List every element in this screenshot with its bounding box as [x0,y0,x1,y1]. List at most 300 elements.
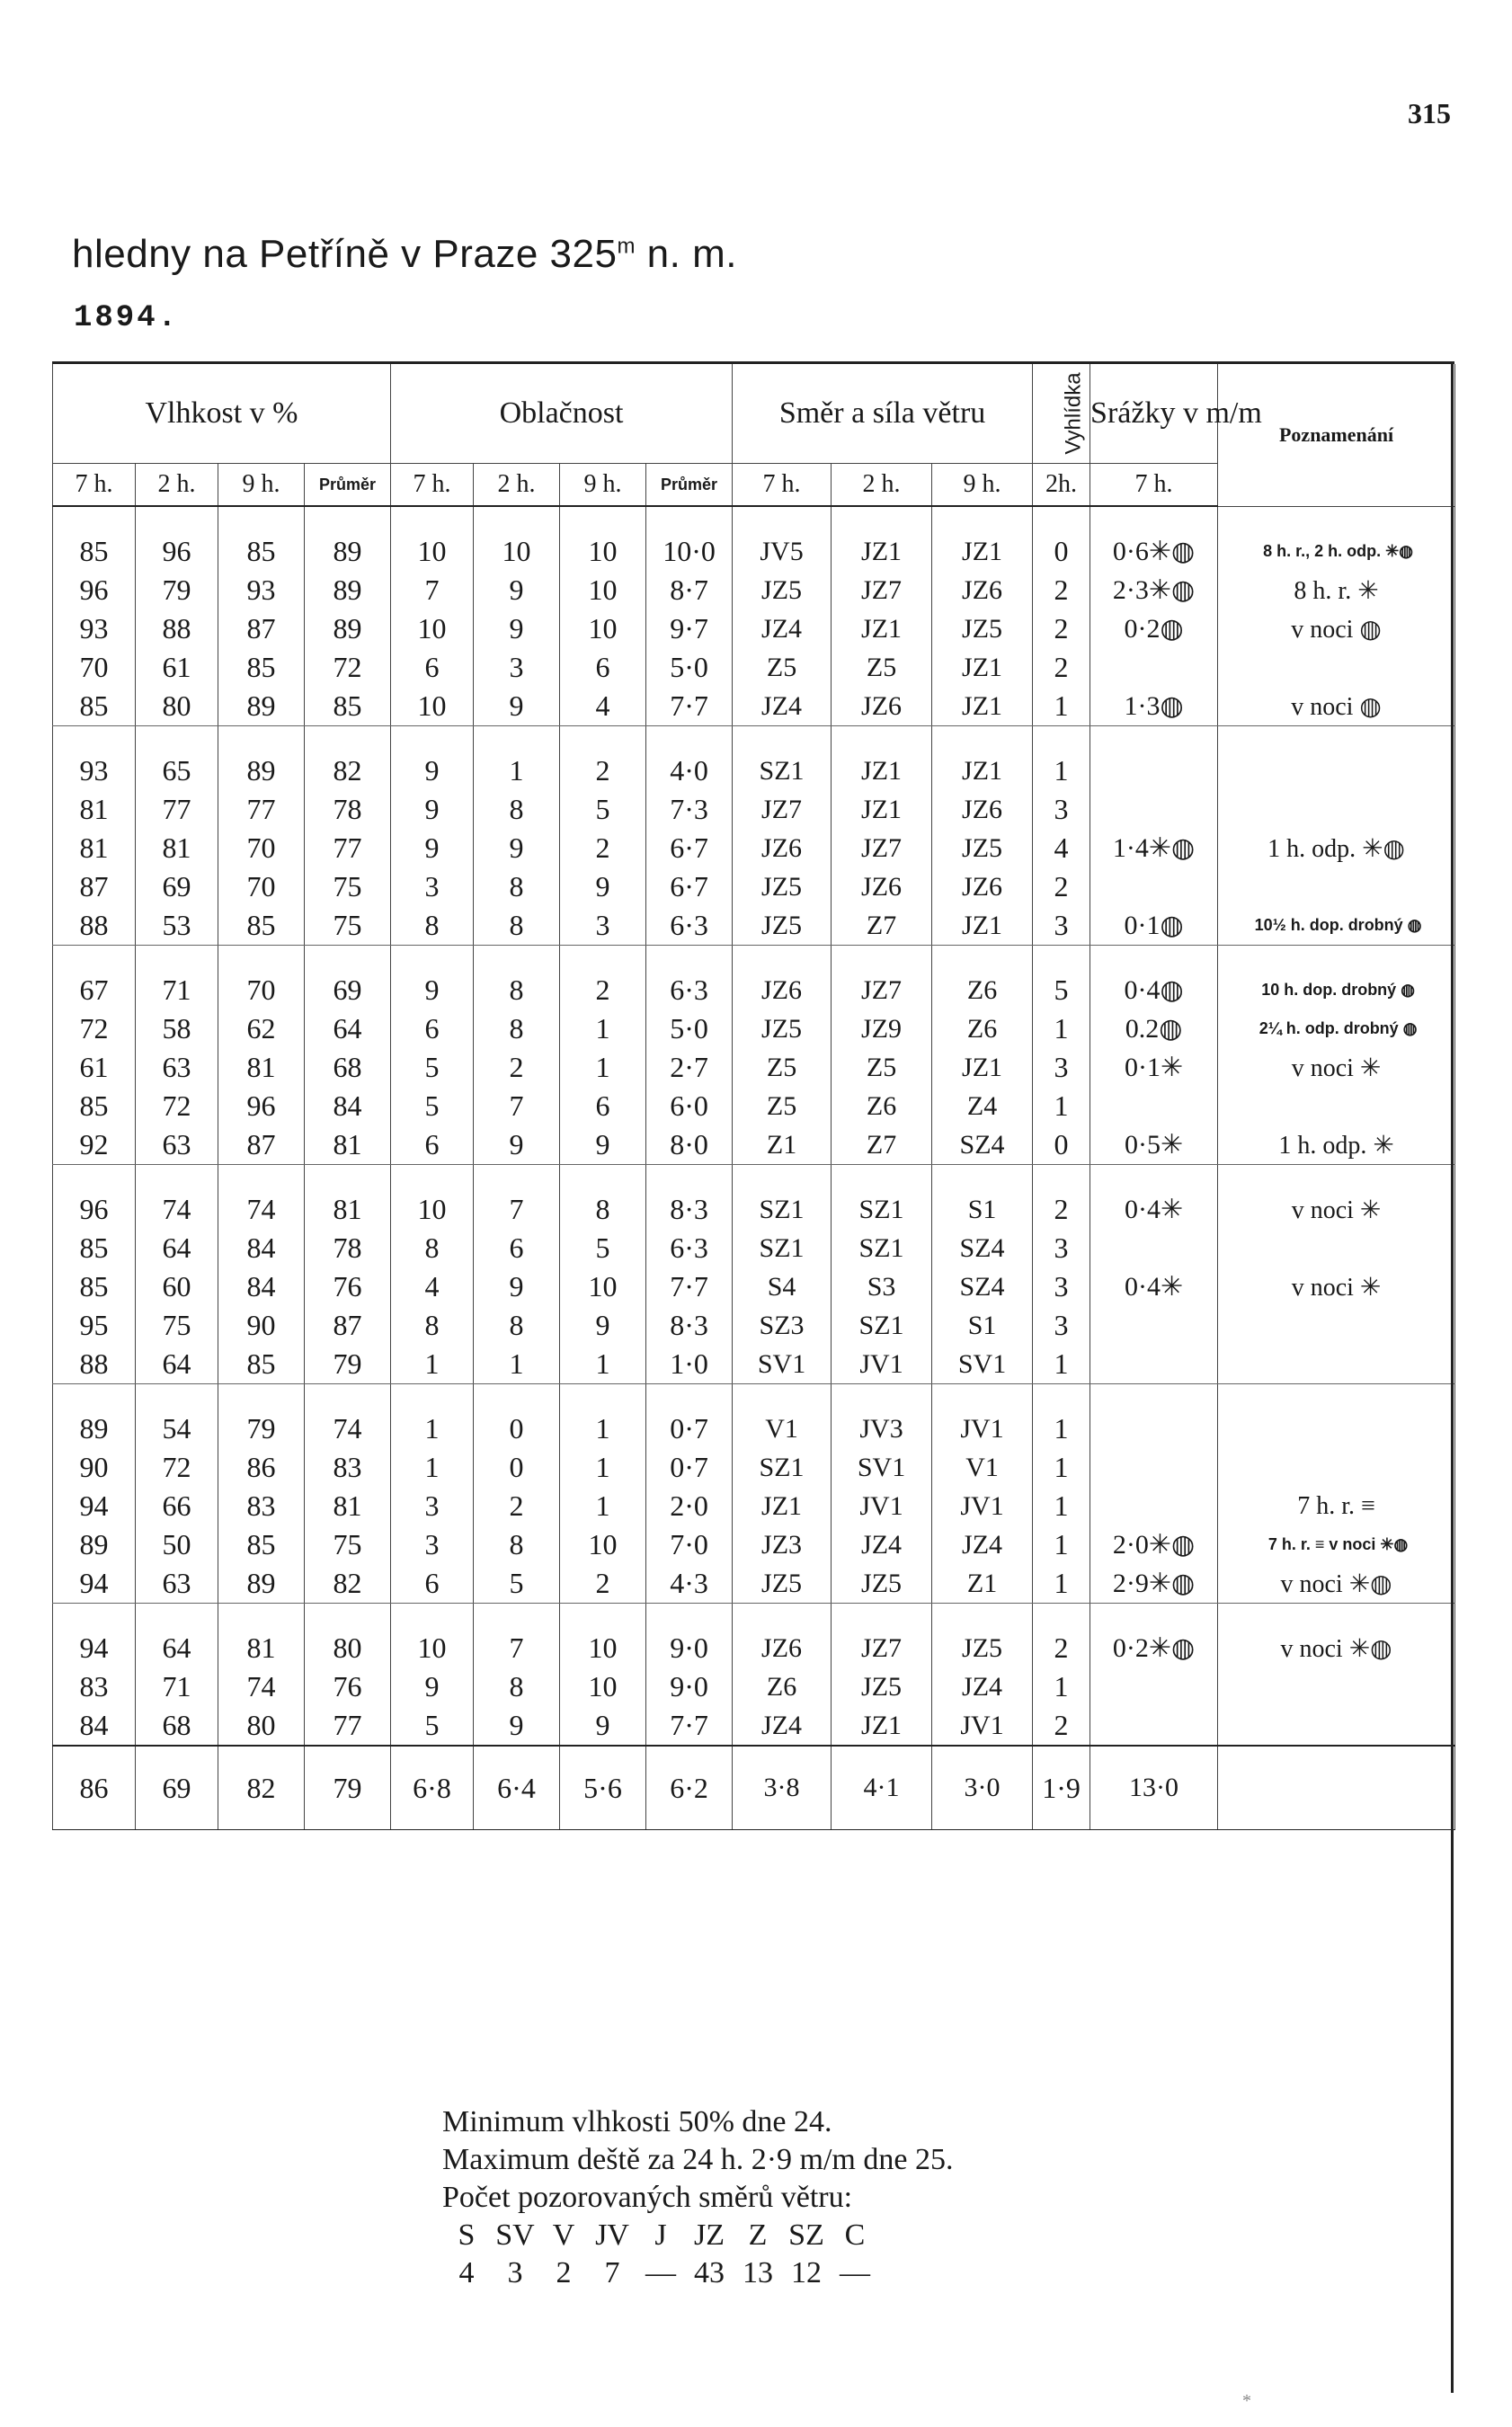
hum-2h-cell: 66 [136,1487,218,1525]
cloud-2h-cell: 7 [474,1087,560,1125]
hum-7h-cell: 85 [53,1087,136,1125]
cloud-avg-cell: 6·3 [646,1229,733,1267]
hum-2h-cell: 63 [136,1564,218,1604]
hum-avg-cell: 82 [305,751,391,790]
spacer-cell [305,726,391,752]
wind-7h-cell: S4 [733,1267,832,1306]
spacer-cell [1033,1165,1090,1191]
table-row [53,1564,1455,1604]
table-row [53,790,1455,829]
subheader-cell: 2 h. [136,464,218,507]
cloud-7h-cell: 10 [391,1190,474,1229]
hum-9h-cell: 84 [218,1267,305,1306]
cloud-2h-cell: 8 [474,906,560,946]
wind-9h-cell: JZ1 [932,687,1033,726]
hum-9h-cell: 79 [218,1409,305,1448]
wind-7h-cell: JZ5 [733,867,832,906]
subheader-cell: 2 h. [474,464,560,507]
wind-7h-cell: JZ7 [733,790,832,829]
spacer-cell [733,946,832,972]
wind-7h-cell: V1 [733,1409,832,1448]
cloud-2h-cell: 1 [474,751,560,790]
precip-cell [1090,790,1218,829]
visibility-cell: 3 [1033,790,1090,829]
cloud-2h-cell: 9 [474,609,560,648]
wind-9h-cell: JZ5 [932,609,1033,648]
hum-7h-cell: 94 [53,1629,136,1667]
hum-2h-cell: 68 [136,1706,218,1746]
table-row [53,687,1455,726]
wind-2h-cell: S3 [832,1267,932,1306]
cloud-7h-cell: 8 [391,906,474,946]
spacer-cell [1090,946,1218,972]
wind-7h-cell: JZ6 [733,971,832,1009]
cloud-2h-cell: 7 [474,1629,560,1667]
cloud-7h-cell: 9 [391,971,474,1009]
subheader-cell: Průměr [305,464,391,507]
table-row [53,1746,1455,1830]
hum-avg-cell: 76 [305,1667,391,1706]
hum-2h-cell: 60 [136,1267,218,1306]
precip-cell: 0·2◍ [1090,609,1218,648]
wind-2h-cell: Z5 [832,648,932,687]
hum-avg-cell: 77 [305,829,391,867]
hum-7h-cell: 94 [53,1564,136,1604]
cloud-9h-cell: 10 [560,1525,646,1564]
hum-avg-cell: 79 [305,1746,391,1830]
table-row [53,1267,1455,1306]
wind-9h-cell: SZ4 [932,1125,1033,1165]
hum-avg-cell: 75 [305,1525,391,1564]
wind-direction-label: C [844,2218,866,2252]
wind-9h-cell: Z1 [932,1564,1033,1604]
hum-avg-cell: 68 [305,1048,391,1087]
wind-9h-cell: JV1 [932,1409,1033,1448]
visibility-cell: 1 [1033,1009,1090,1048]
hum-avg-cell: 77 [305,1706,391,1746]
hum-2h-cell: 50 [136,1525,218,1564]
table-row [53,1409,1455,1448]
wind-2h-cell: SV1 [832,1448,932,1487]
wind-7h-cell: SZ1 [733,1190,832,1229]
wind-count-value: — [645,2256,676,2289]
spacer-cell [218,506,305,532]
wind-count-value: 7 [604,2256,620,2289]
hum-7h-cell: 81 [53,829,136,867]
cloud-2h-cell: 8 [474,1306,560,1345]
hum-avg-cell: 84 [305,1087,391,1125]
precip-cell [1090,1706,1218,1746]
precip-cell: 0·6✳◍ [1090,532,1218,571]
cloud-avg-cell: 7·0 [646,1525,733,1564]
precip-cell: 0·1✳ [1090,1048,1218,1087]
note-cell [1218,1409,1455,1448]
wind-9h-cell: S1 [932,1190,1033,1229]
wind-7h-cell: Z6 [733,1667,832,1706]
wind-2h-cell: Z7 [832,1125,932,1165]
table-row [53,1087,1455,1125]
wind-2h-cell: JZ5 [832,1564,932,1604]
hum-9h-cell: 74 [218,1190,305,1229]
hum-7h-cell: 84 [53,1706,136,1746]
cloud-9h-cell: 2 [560,751,646,790]
spacer-row [53,1165,1455,1191]
visibility-cell: 3 [1033,906,1090,946]
hum-2h-cell: 63 [136,1048,218,1087]
spacer-cell [218,1604,305,1630]
table-row [53,829,1455,867]
spacer-cell [932,946,1033,972]
spacer-cell [1090,1165,1218,1191]
cloud-avg-cell: 8·0 [646,1125,733,1165]
cloud-7h-cell: 3 [391,1525,474,1564]
wind-7h-cell: JZ4 [733,687,832,726]
hum-7h-cell: 93 [53,609,136,648]
spacer-cell [305,946,391,972]
spacer-cell [832,946,932,972]
cloud-7h-cell: 9 [391,751,474,790]
table-row [53,867,1455,906]
cloud-9h-cell: 6 [560,648,646,687]
table-row [53,532,1455,571]
wind-2h-cell: JV1 [832,1345,932,1384]
table-row [53,1190,1455,1229]
max-rain-line: Maximum deště za 24 h. 2·9 m/m dne 25. [442,2143,954,2176]
cloud-2h-cell: 10 [474,532,560,571]
spacer-cell [560,726,646,752]
wind-9h-cell: JZ1 [932,906,1033,946]
precip-cell: 1·4✳◍ [1090,829,1218,867]
subheader-cell: 7 h. [1090,464,1218,507]
wind-9h-cell: JZ6 [932,867,1033,906]
wind-7h-cell: JZ4 [733,609,832,648]
wind-9h-cell: JZ1 [932,751,1033,790]
wind-9h-cell: JZ4 [932,1667,1033,1706]
visibility-header-text: Vyhlídka [1061,372,1086,455]
spacer-cell [53,726,136,752]
subheader-cell: 7 h. [391,464,474,507]
wind-direction-label: SZ [788,2218,824,2252]
hum-2h-cell: 72 [136,1448,218,1487]
precip-cell: 2·3✳◍ [1090,571,1218,609]
spacer-cell [391,1604,474,1630]
wind-7h-cell: 3·8 [733,1746,832,1830]
spacer-cell [218,1165,305,1191]
precip-cell: 0·5✳ [1090,1125,1218,1165]
spacer-cell [646,1165,733,1191]
note-cell [1218,1345,1455,1384]
note-cell: 10 h. dop. drobný ◍ [1218,971,1455,1009]
cloud-9h-cell: 10 [560,609,646,648]
spacer-cell [474,1384,560,1410]
spacer-row [53,726,1455,752]
hum-9h-cell: 81 [218,1048,305,1087]
wind-9h-cell: S1 [932,1306,1033,1345]
table-row [53,1525,1455,1564]
cloud-2h-cell: 6·4 [474,1746,560,1830]
hum-2h-cell: 79 [136,571,218,609]
hum-avg-cell: 81 [305,1190,391,1229]
wind-count-title: Počet pozorovaných směrů větru: [442,2181,853,2214]
table-row [53,1345,1455,1384]
spacer-cell [832,506,932,532]
spacer-cell [305,1165,391,1191]
cloud-9h-cell: 8 [560,1190,646,1229]
cloud-avg-cell: 1·0 [646,1345,733,1384]
precip-cell [1090,1487,1218,1525]
note-cell: 8 h. r. ✳ [1218,571,1455,609]
table-row [53,1487,1455,1525]
cloud-avg-cell: 2·7 [646,1048,733,1087]
note-cell: 1 h. odp. ✳◍ [1218,829,1455,867]
hum-7h-cell: 92 [53,1125,136,1165]
note-cell [1218,790,1455,829]
cloud-9h-cell: 10 [560,532,646,571]
cloud-2h-cell: 8 [474,1525,560,1564]
cloud-9h-cell: 4 [560,687,646,726]
cloud-avg-cell: 9·7 [646,609,733,648]
note-cell: v noci ✳ [1218,1048,1455,1087]
hum-9h-cell: 70 [218,867,305,906]
cloud-avg-cell: 10·0 [646,532,733,571]
hum-2h-cell: 77 [136,790,218,829]
cloud-9h-cell: 5 [560,1229,646,1267]
spacer-cell [560,1165,646,1191]
precip-cell: 0·4✳ [1090,1267,1218,1306]
hum-2h-cell: 69 [136,867,218,906]
spacer-cell [305,1604,391,1630]
spacer-cell [1090,726,1218,752]
wind-9h-cell: JV1 [932,1706,1033,1746]
cloud-9h-cell: 10 [560,571,646,609]
wind-7h-cell: JZ3 [733,1525,832,1564]
wind-7h-cell: JV5 [733,532,832,571]
hum-9h-cell: 85 [218,1345,305,1384]
hum-9h-cell: 89 [218,687,305,726]
hum-9h-cell: 85 [218,648,305,687]
hum-avg-cell: 89 [305,571,391,609]
spacer-cell [1218,726,1455,752]
wind-7h-cell: SZ3 [733,1306,832,1345]
spacer-cell [391,1165,474,1191]
table-row [53,906,1455,946]
spacer-cell [646,506,733,532]
hum-7h-cell: 93 [53,751,136,790]
cloud-2h-cell: 3 [474,648,560,687]
precip-cell [1090,1448,1218,1487]
wind-9h-cell: SZ4 [932,1267,1033,1306]
table-row [53,1048,1455,1087]
precip-cell [1090,1087,1218,1125]
right-border [1451,361,1454,2393]
wind-count-value: 13 [743,2256,773,2289]
spacer-row [53,1604,1455,1630]
wind-direction-label: JV [595,2218,629,2252]
hum-2h-cell: 53 [136,906,218,946]
precip-cell [1090,1306,1218,1345]
hum-9h-cell: 83 [218,1487,305,1525]
hum-2h-cell: 81 [136,829,218,867]
precip-cell: 1·3◍ [1090,687,1218,726]
wind-9h-cell: JZ6 [932,571,1033,609]
spacer-row [53,506,1455,532]
visibility-cell: 3 [1033,1306,1090,1345]
visibility-header [1033,364,1090,464]
title-suffix: n. m. [635,232,737,276]
spacer-cell [733,506,832,532]
hum-avg-cell: 89 [305,532,391,571]
cloud-2h-cell: 8 [474,790,560,829]
cloud-avg-cell: 9·0 [646,1667,733,1706]
hum-7h-cell: 96 [53,1190,136,1229]
year-label: 1894. [74,301,180,335]
hum-2h-cell: 64 [136,1345,218,1384]
hum-avg-cell: 64 [305,1009,391,1048]
hum-7h-cell: 88 [53,1345,136,1384]
hum-9h-cell: 74 [218,1667,305,1706]
wind-7h-cell: SZ1 [733,1448,832,1487]
hum-9h-cell: 70 [218,971,305,1009]
visibility-cell: 1 [1033,1487,1090,1525]
cloud-7h-cell: 9 [391,1667,474,1706]
spacer-cell [646,1604,733,1630]
hum-7h-cell: 89 [53,1525,136,1564]
wind-2h-cell: JZ1 [832,751,932,790]
wind-2h-cell: JZ5 [832,1667,932,1706]
hum-9h-cell: 82 [218,1746,305,1830]
spacer-cell [391,946,474,972]
subheader-cell: 7 h. [53,464,136,507]
wind-direction-label: SV [495,2218,535,2252]
spacer-cell [218,1384,305,1410]
cloud-9h-cell: 2 [560,1564,646,1604]
note-cell: v noci ✳◍ [1218,1564,1455,1604]
cloud-2h-cell: 9 [474,829,560,867]
cloud-avg-cell: 6·7 [646,867,733,906]
hum-9h-cell: 96 [218,1087,305,1125]
wind-2h-cell: JZ7 [832,1629,932,1667]
spacer-cell [733,1604,832,1630]
wind-direction-row [442,2217,953,2254]
cloud-9h-cell: 9 [560,1125,646,1165]
wind-9h-cell: JV1 [932,1487,1033,1525]
hum-9h-cell: 81 [218,1629,305,1667]
wind-2h-cell: JZ1 [832,1706,932,1746]
spacer-cell [932,1604,1033,1630]
hum-avg-cell: 69 [305,971,391,1009]
cloud-avg-cell: 4·3 [646,1564,733,1604]
wind-2h-cell: JZ1 [832,609,932,648]
cloud-7h-cell: 6 [391,1009,474,1048]
spacer-cell [560,1604,646,1630]
wind-9h-cell: SZ4 [932,1229,1033,1267]
wind-7h-cell: SZ1 [733,1229,832,1267]
visibility-cell: 2 [1033,867,1090,906]
cloud-2h-cell: 9 [474,1706,560,1746]
spacer-cell [136,1604,218,1630]
note-cell [1218,1087,1455,1125]
hum-7h-cell: 95 [53,1306,136,1345]
wind-7h-cell: Z5 [733,648,832,687]
hum-2h-cell: 54 [136,1409,218,1448]
cloud-avg-cell: 8·7 [646,571,733,609]
cloud-avg-cell: 8·3 [646,1190,733,1229]
observation-table [52,364,1455,1830]
wind-9h-cell: Z4 [932,1087,1033,1125]
wind-2h-cell: Z6 [832,1087,932,1125]
cloud-2h-cell: 9 [474,687,560,726]
note-cell [1218,751,1455,790]
cloud-9h-cell: 1 [560,1048,646,1087]
hum-7h-cell: 85 [53,1229,136,1267]
footer-summary [442,2103,953,2292]
hum-2h-cell: 64 [136,1629,218,1667]
hum-avg-cell: 79 [305,1345,391,1384]
spacer-cell [832,726,932,752]
cloud-2h-cell: 9 [474,1267,560,1306]
cloud-avg-cell: 0·7 [646,1448,733,1487]
subheader-cell: Průměr [646,464,733,507]
wind-2h-cell: JZ9 [832,1009,932,1048]
hum-avg-cell: 85 [305,687,391,726]
cloud-7h-cell: 8 [391,1306,474,1345]
hum-2h-cell: 75 [136,1306,218,1345]
visibility-cell: 1 [1033,1525,1090,1564]
cloud-2h-cell: 2 [474,1487,560,1525]
hum-7h-cell: 85 [53,532,136,571]
visibility-cell: 1 [1033,1564,1090,1604]
table-body [53,506,1455,1830]
cloud-9h-cell: 9 [560,1706,646,1746]
visibility-cell: 2 [1033,571,1090,609]
table-row [53,1009,1455,1048]
wind-count-value: 4 [458,2256,475,2289]
hum-2h-cell: 74 [136,1190,218,1229]
precip-cell: 0·2✳◍ [1090,1629,1218,1667]
note-cell: v noci ◍ [1218,609,1455,648]
spacer-cell [932,726,1033,752]
cloud-9h-cell: 9 [560,1306,646,1345]
wind-2h-cell: SZ1 [832,1306,932,1345]
hum-2h-cell: 69 [136,1746,218,1830]
wind-7h-cell: SV1 [733,1345,832,1384]
cloud-7h-cell: 1 [391,1409,474,1448]
precip-cell [1090,1409,1218,1448]
visibility-cell: 1 [1033,751,1090,790]
subheader-cell: 2h. [1033,464,1090,507]
hum-avg-cell: 74 [305,1409,391,1448]
hum-2h-cell: 96 [136,532,218,571]
wind-7h-cell: JZ4 [733,1706,832,1746]
hum-avg-cell: 87 [305,1306,391,1345]
wind-2h-cell: JZ6 [832,867,932,906]
min-humidity-line: Minimum vlhkosti 50% dne 24. [442,2105,832,2138]
hum-9h-cell: 80 [218,1706,305,1746]
hum-7h-cell: 86 [53,1746,136,1830]
hum-7h-cell: 94 [53,1487,136,1525]
wind-direction-label: S [458,2218,476,2252]
cloud-avg-cell: 5·0 [646,648,733,687]
cloud-7h-cell: 10 [391,687,474,726]
hum-7h-cell: 83 [53,1667,136,1706]
wind-2h-cell: JZ7 [832,571,932,609]
spacer-cell [733,1165,832,1191]
cloud-avg-cell: 2·0 [646,1487,733,1525]
hum-9h-cell: 85 [218,532,305,571]
cloud-2h-cell: 6 [474,1229,560,1267]
hum-avg-cell: 76 [305,1267,391,1306]
cloud-2h-cell: 1 [474,1345,560,1384]
